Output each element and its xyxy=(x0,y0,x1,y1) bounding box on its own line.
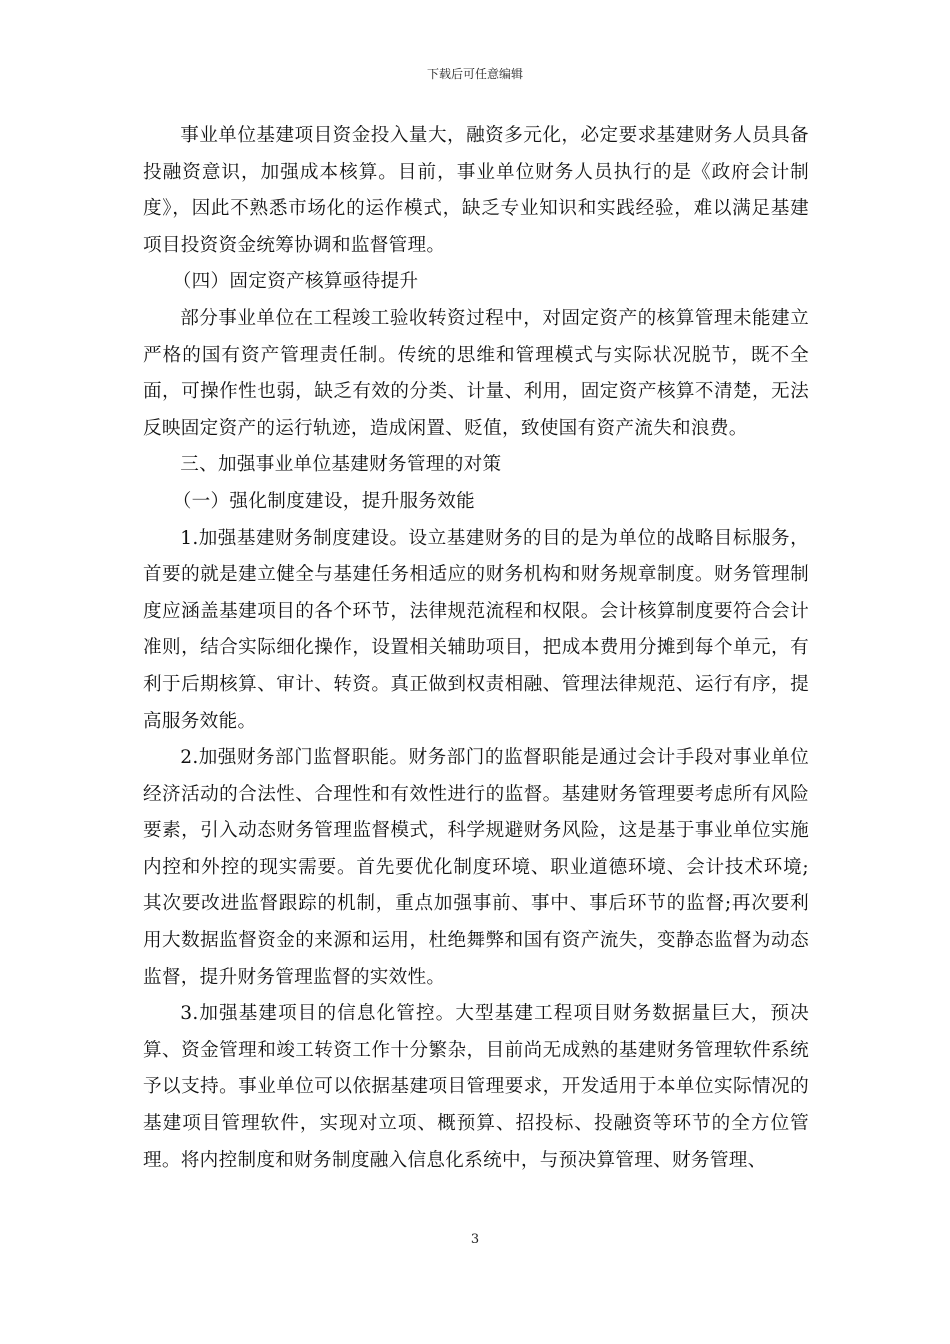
paragraph-financing: 事业单位基建项目资金投入量大，融资多元化，必定要求基建财务人员具备投融资意识，加强成本核算。目前，事业单位财务人员执行的是《政府会计制度》，因此不熟悉市场化的运作模式，缺乏专业知识和实践经验，难以满足基建项目投资资金统筹协调和监督管理。 xyxy=(143,125,809,256)
paragraph-supervision: 2.加强财务部门监督职能。财务部门的监督职能是通过会计手段对事业单位经济活动的合法性、合理性和有效性进行的监督。基建财务管理要考虑所有风险要素，引入动态财务管理监督模式，科学规避财务风险，这是基于事业单位实施内控和外控的现实需要。首先要优化制度环境、职业道德环境、会计技术环境;其次要改进监督跟踪的机制，重点加强事前、事中、事后环节的监督;再次要利用大数据监督资金的来源和运用，杜绝舞弊和国有资产流失，变静态监督为动态监督，提升财务管理监督的实效性。 xyxy=(143,747,809,988)
heading-section-3: 三、加强事业单位基建财务管理的对策 xyxy=(180,454,502,476)
paragraph-system-construction: 1.加强基建财务制度建设。设立基建财务的目的是为单位的战略目标服务，首要的就是建立健全与基建任务相适应的财务机构和财务规章制度。财务管理制度应涵盖基建项目的各个环节，法律规范流程和权限。会计核算制度要符合会计准则，结合实际细化操作，设置相关辅助项目，把成本费用分摊到每个单元，有利于后期核算、审计、转资。真正做到权责相融、管理法律规范、运行有序，提高服务效能。 xyxy=(143,527,809,732)
document-body xyxy=(143,118,809,1179)
heading-subsection-1: （一）强化制度建设，提升服务效能 xyxy=(172,490,476,512)
paragraph-informatization: 3.加强基建项目的信息化管控。大型基建工程项目财务数据量巨大，预决算、资金管理和竣工转资工作十分繁杂，目前尚无成熟的基建财务管理软件系统予以支持。事业单位可以依据基建项目管理要求，开发适用于本单位实际情况的基建项目管理软件，实现对立项、概预算、招投标、投融资等环节的全方位管理。将内控制度和财务制度融入信息化系统中，与预决算管理、财务管理、 xyxy=(143,1003,809,1171)
heading-fixed-assets: （四）固定资产核算亟待提升 xyxy=(172,271,419,293)
page-number: 3 xyxy=(470,1232,480,1247)
paragraph-fixed-assets: 部分事业单位在工程竣工验收转资过程中，对固定资产的核算管理未能建立严格的国有资产管理责任制。传统的思维和管理模式与实际状况脱节，既不全面，可操作性也弱，缺乏有效的分类、计量、利用，固定资产核算不清楚，无法反映固定资产的运行轨迹，造成闲置、贬值，致使国有资产流失和浪费。 xyxy=(143,307,809,439)
page-header: 下载后可任意编辑 xyxy=(426,67,523,81)
